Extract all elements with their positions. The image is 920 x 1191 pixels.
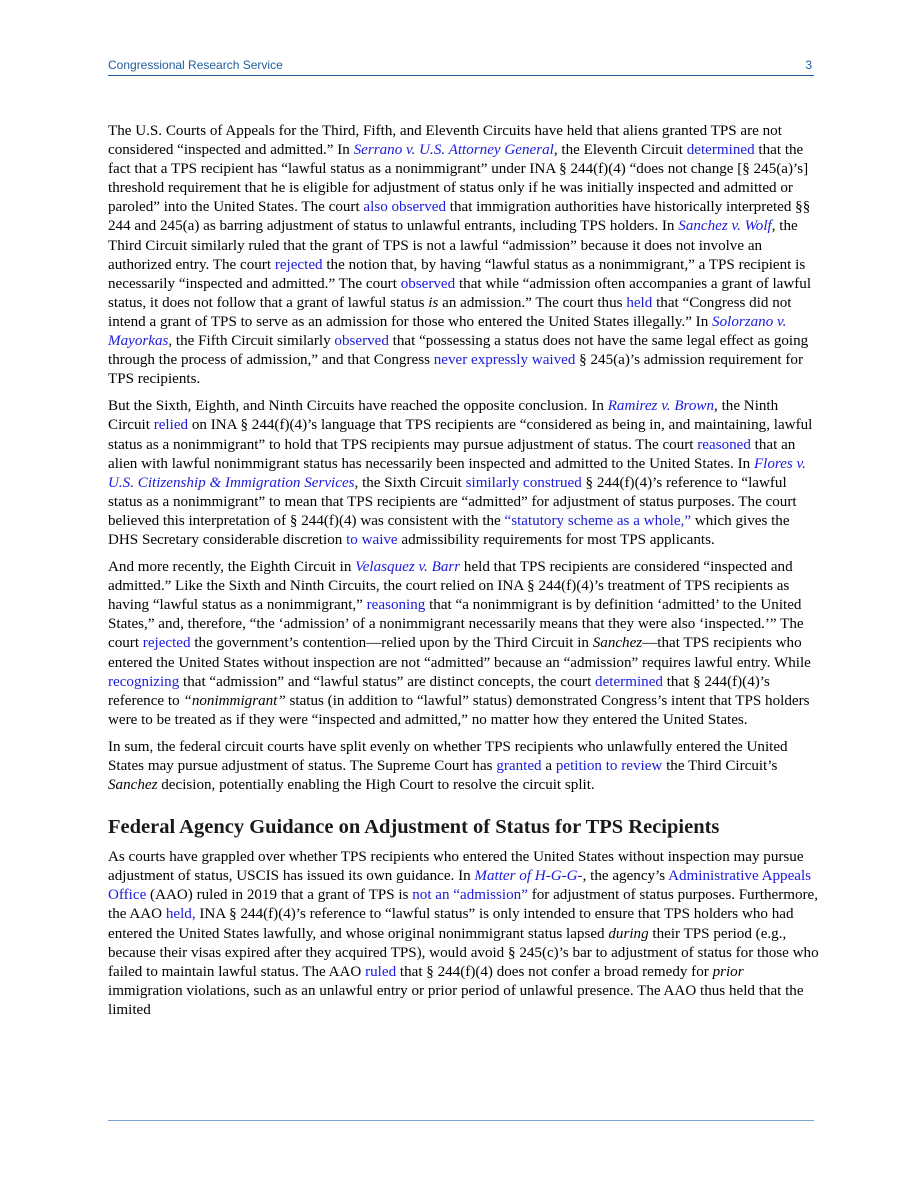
emphasis: Sanchez — [592, 635, 643, 652]
emphasis: during — [608, 925, 649, 942]
link-serrano-case[interactable]: Serrano v. U.S. Attorney General — [353, 142, 554, 159]
emphasis: “nonimmigrant” — [183, 692, 286, 709]
text: —that TPS recipients who entered the United States without inspection are not “admitted” because an “admission” requires lawful entry. While — [108, 635, 811, 671]
link-sanchez-case[interactable]: Sanchez v. Wolf — [678, 218, 772, 235]
link-rejected-eighth[interactable]: rejected — [142, 635, 191, 652]
text: INA § 244(f)(4)’s reference to “lawful status” is only intended to ensure that TPS holders who had entered the United States lawfully, and whose original nonimmigrant status lapsed — [108, 906, 794, 942]
link-similarly-construed[interactable]: similarly construed — [465, 474, 582, 491]
text: § 244(f)(4)’s reference to “lawful status as a nonimmigrant” to mean that TPS recipients are “admitted” for adjustment of status purposes. The court believed this interpretation of § 244(f)(4) was consistent with the — [108, 474, 797, 529]
text: their TPS period (e.g., because their visas expired after they acquired TPS), would avoid § 245(c)’s bar to adjustment of status for those who failed to maintain lawful status. The AAO — [108, 925, 819, 980]
page-number: 3 — [805, 58, 812, 72]
link-ruled[interactable]: ruled — [365, 963, 397, 980]
emphasis: is — [428, 294, 439, 311]
link-ramirez-case[interactable]: Ramirez v. Brown — [607, 398, 715, 415]
link-statutory-scheme[interactable]: “statutory scheme as a whole,” — [504, 512, 692, 529]
text: a — [541, 758, 556, 774]
paragraph-summary — [108, 738, 820, 795]
text: that an alien with lawful nonimmigrant status has necessarily been inspected and admitted to the United States. In — [108, 436, 796, 472]
link-rejected[interactable]: rejected — [274, 256, 323, 273]
text: , the agency’s — [582, 868, 669, 885]
text: that “a nonimmigrant is by definition ‘admitted’ to the United States,” and, therefore, “the ‘admission’ of a nonimmigrant necessarily means that they were also ‘inspected.’” The court — [108, 597, 804, 652]
link-solorzano-case[interactable]: Solorzano v. Mayorkas — [108, 313, 787, 350]
link-recognizing[interactable]: recognizing — [108, 673, 180, 690]
text: But the Sixth, Eighth, and Ninth Circuits have reached the opposite conclusion. In — [108, 398, 608, 415]
text: that while “admission often accompanies a grant of lawful status, it does not follow that a grant of lawful status — [108, 275, 812, 311]
emphasis: Sanchez — [108, 777, 158, 794]
text: In sum, the federal circuit courts have split evenly on whether TPS recipients who unlawfully entered the United States may pursue adjustment of status. The Supreme Court has — [108, 738, 788, 774]
link-not-an-admission[interactable]: not an “admission” — [412, 887, 528, 904]
link-held[interactable]: held — [626, 294, 653, 311]
link-velasquez-case[interactable]: Velasquez v. Barr — [355, 559, 461, 576]
link-never-expressly-waived[interactable]: never expressly waived — [433, 352, 576, 369]
section-heading: Federal Agency Guidance on Adjustment of Status for TPS Recipients — [108, 816, 720, 839]
link-granted[interactable]: granted — [496, 758, 542, 774]
text: that § 244(f)(4)’s reference to — [108, 673, 770, 709]
emphasis: prior — [712, 963, 744, 980]
text: held that TPS recipients are considered “inspected and admitted.” Like the Sixth and Ninth Circuits, the court relied on INA § 244(f)(4)’s treatment of TPS recipients as having “lawful status as a nonimmigrant,” — [108, 559, 793, 614]
text: , the Fifth Circuit similarly — [168, 333, 335, 350]
text: on INA § 244(f)(4)’s language that TPS recipients are “considered as being in, and maintaining, lawful status as a nonimmigrant” to hold that TPS recipients may pursue adjustment of status. The court — [108, 417, 813, 453]
link-reasoned[interactable]: reasoned — [697, 436, 751, 453]
text: for adjustment of status purposes. Furthermore, the AAO — [108, 887, 819, 923]
link-petition-to-review[interactable]: petition to review — [555, 758, 663, 774]
text: an admission.” The court thus — [438, 294, 627, 311]
text: , the Sixth Circuit — [354, 474, 466, 491]
text: the Third Circuit’s — [662, 758, 778, 774]
text: which gives the DHS Secretary considerable discretion — [108, 512, 790, 548]
text: , the Eleventh Circuit — [553, 142, 687, 159]
header-org: Congressional Research Service — [108, 58, 283, 72]
footer-divider — [108, 1120, 814, 1121]
link-to-waive[interactable]: to waive — [346, 531, 398, 548]
text: And more recently, the Eighth Circuit in — [108, 559, 356, 576]
link-determined[interactable]: determined — [686, 142, 755, 159]
link-determined-eighth[interactable]: determined — [595, 673, 663, 690]
text: admissibility requirements for most TPS applicants. — [397, 531, 715, 548]
text: immigration violations, such as an unlawful entry or prior period of unlawful presence. The AAO thus held that the limited — [108, 982, 804, 1018]
text: that the fact that a TPS recipient has “lawful status as a nonimmigrant” under INA § 244(f)(4) “does not change [§ 245(a)’s] threshold requirement that he is eligible for adjustment of status only if he was initially inspected and admitted or paroled” into the United States. The court — [108, 142, 809, 216]
link-held-aao[interactable]: held, — [165, 906, 196, 923]
paragraph-third-fifth-eleventh — [108, 122, 820, 389]
link-reasoning[interactable]: reasoning — [366, 597, 426, 614]
text: that “Congress did not intend a grant of TPS to serve as an admission for those who entered the United States illegally.” In — [108, 294, 792, 330]
link-observed-fifth[interactable]: observed — [334, 333, 389, 350]
text: that “admission” and “lawful status” are distinct concepts, the court — [179, 673, 596, 690]
text: § 245(a)’s admission requirement for TPS recipients. — [108, 352, 803, 388]
paragraph-agency-guidance — [108, 848, 820, 1020]
text: As courts have grappled over whether TPS recipients who entered the United States without inspection may pursue adjustment of status, USCIS has issued its own guidance. In — [108, 849, 804, 885]
link-administrative-appeals-office[interactable]: Administrative Appeals Office — [108, 868, 812, 904]
link-matter-of-hgg[interactable]: Matter of H-G-G- — [474, 868, 583, 885]
link-relied[interactable]: relied — [153, 417, 189, 434]
link-observed[interactable]: observed — [400, 275, 456, 292]
text: the notion that, by having “lawful status as a nonimmigrant,” a TPS recipient is necessarily “inspected and admitted.” The court — [108, 256, 806, 292]
text: that immigration authorities have historically interpreted §§ 244 and 245(a) as barring adjustment of status to unlawful entrants, including TPS holders. In — [108, 199, 811, 235]
text: that “possessing a status does not have the same legal effect as going through the process of admission,” and that Congress — [108, 333, 809, 369]
text: (AAO) ruled in 2019 that a grant of TPS is — [146, 887, 413, 904]
text: that § 244(f)(4) does not confer a broad remedy for — [396, 963, 713, 980]
paragraph-sixth-eighth-ninth — [108, 397, 820, 550]
text: , the Third Circuit similarly ruled that the grant of TPS is not a lawful “admission” because it does not involve an authorized entry. The court — [108, 218, 798, 273]
link-also-observed[interactable]: also observed — [363, 199, 446, 216]
paragraph-eighth-circuit — [108, 558, 820, 730]
page-header — [108, 58, 814, 76]
document-body — [108, 122, 820, 1028]
text: The U.S. Courts of Appeals for the Third, Fifth, and Eleventh Circuits have held that aliens granted TPS are not considered “inspected and admitted.” In — [108, 123, 782, 159]
text: status (in addition to “lawful” status) demonstrated Congress’s intent that TPS holders were to be treated as if they were “inspected and admitted,” no matter how they entered the United States. — [108, 692, 810, 728]
text: the government’s contention—relied upon by the Third Circuit in — [190, 635, 593, 652]
text: , the Ninth Circuit — [108, 398, 779, 434]
text: decision, potentially enabling the High Court to resolve the circuit split. — [157, 777, 595, 794]
link-flores-case[interactable]: Flores v. U.S. Citizenship & Immigration Services — [108, 455, 806, 491]
